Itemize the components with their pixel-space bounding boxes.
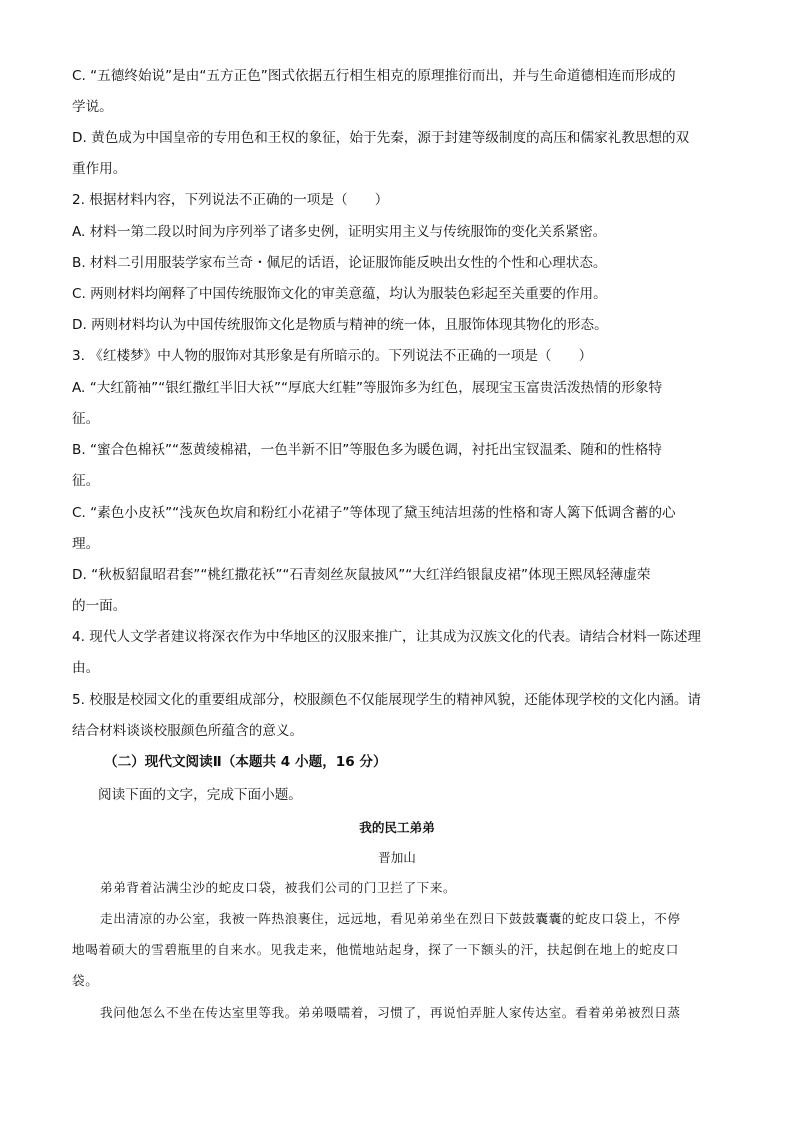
story-title: 我的民工弟弟	[359, 820, 435, 835]
q2-option-d: D. 两则材料均认为中国传统服饰文化是物质与精神的统一体，且服饰体现其物化的形态。	[72, 317, 608, 333]
q3-option-a-line2: 征。	[72, 411, 100, 427]
q2-option-c: C. 两则材料均阐释了中国传统服饰文化的审美意蕴，均认为服装色彩起至关重要的作用。	[72, 286, 607, 302]
question-5-line2: 结合材料谈谈校服颜色所蕴含的意义。	[72, 723, 304, 739]
story-author: 晋加山	[378, 850, 416, 865]
q3-option-c-line2: 理。	[72, 536, 100, 552]
story-paragraph-1: 弟弟背着沾满尘沙的蛇皮口袋，被我们公司的门卫拦了下来。	[100, 880, 457, 895]
question-3: 3. 《红楼梦》中人物的服饰对其形象是有所暗示的。下列说法不正确的一项是（ ）	[72, 348, 593, 364]
question-4-line1: 4. 现代人文学者建议将深衣作为中华地区的汉服来推广，让其成为汉族文化的代表。请结合材料一陈述理	[72, 629, 702, 645]
story-paragraph-2-line2: 地喝着硕大的雪碧瓶里的自来水。见我走来，他慌地站起身，探了一下额头的汗，扶起倒在地上的蛇皮口	[72, 942, 679, 957]
story-paragraph-2-line3: 袋。	[72, 973, 99, 988]
q1-option-c-line1: C. “五德终始说”是由“五方正色”图式依据五行相生相克的原理推衍而出，并与生命道德相连而形成的	[72, 68, 676, 84]
q2-option-a: A. 材料一第二段以时间为序列举了诸多史例，证明实用主义与传统服饰的变化关系紧密。	[72, 224, 607, 240]
section-heading: （二）现代文阅读Ⅱ（本题共 4 小题，16 分）	[104, 754, 387, 770]
q1-option-d-line1: D. 黄色成为中国皇帝的专用色和王权的象征，始于先秦，源于封建等级制度的高压和儒家礼教思想的双	[72, 130, 690, 146]
q3-option-d-line2: 的一面。	[72, 598, 127, 614]
question-5-line1: 5. 校服是校园文化的重要组成部分，校服颜色不仅能展现学生的精神风貌，还能体现学校的文化内涵。请	[72, 692, 702, 708]
q3-option-b-line1: B. “蜜合色棉袄”“葱黄绫棉裙，一色半新不旧”等服色多为暖色调，衬托出宝钗温柔、随和的性格特	[72, 442, 662, 458]
story-paragraph-2-line1: 走出清凉的办公室，我被一阵热浪裹住，远远地，看见弟弟坐在烈日下鼓鼓囊囊的蛇皮口袋上，不停	[100, 911, 681, 926]
q1-option-d-line2: 重作用。	[72, 161, 127, 177]
q1-option-c-line2: 学说。	[72, 99, 113, 115]
story-paragraph-3: 我问他怎么不坐在传达室里等我。弟弟嗫嚅着，习惯了，再说怕弄脏人家传达室。看着弟弟被烈日蒸	[100, 1005, 681, 1020]
question-2: 2. 根据材料内容，下列说法不正确的一项是（ ）	[72, 192, 389, 208]
question-4-line2: 由。	[72, 660, 100, 676]
q3-option-a-line1: A. “大红箭袖”“银红撒红半旧大袄”“厚底大红鞋”等服饰多为红色，展现宝玉富贵活泼热情的形象特	[72, 380, 663, 396]
q2-option-b: B. 材料二引用服装学家布兰奇・佩尼的话语，论证服饰能反映出女性的个性和心理状态。	[72, 255, 607, 271]
q3-option-c-line1: C. “素色小皮袄”“浅灰色坎肩和粉红小花裙子”等体现了黛玉纯洁坦荡的性格和寄人篱下低调含蓄的心	[72, 505, 676, 521]
q3-option-d-line1: D. “秋板貂鼠昭君套”“桃红撒花袄”“石青刻丝灰鼠披风”“大红洋绉银鼠皮裙”体现王熙凤轻薄虚荣	[72, 567, 651, 583]
q3-option-b-line2: 征。	[72, 473, 100, 489]
section-instruction: 阅读下面的文字，完成下面小题。	[98, 787, 302, 803]
